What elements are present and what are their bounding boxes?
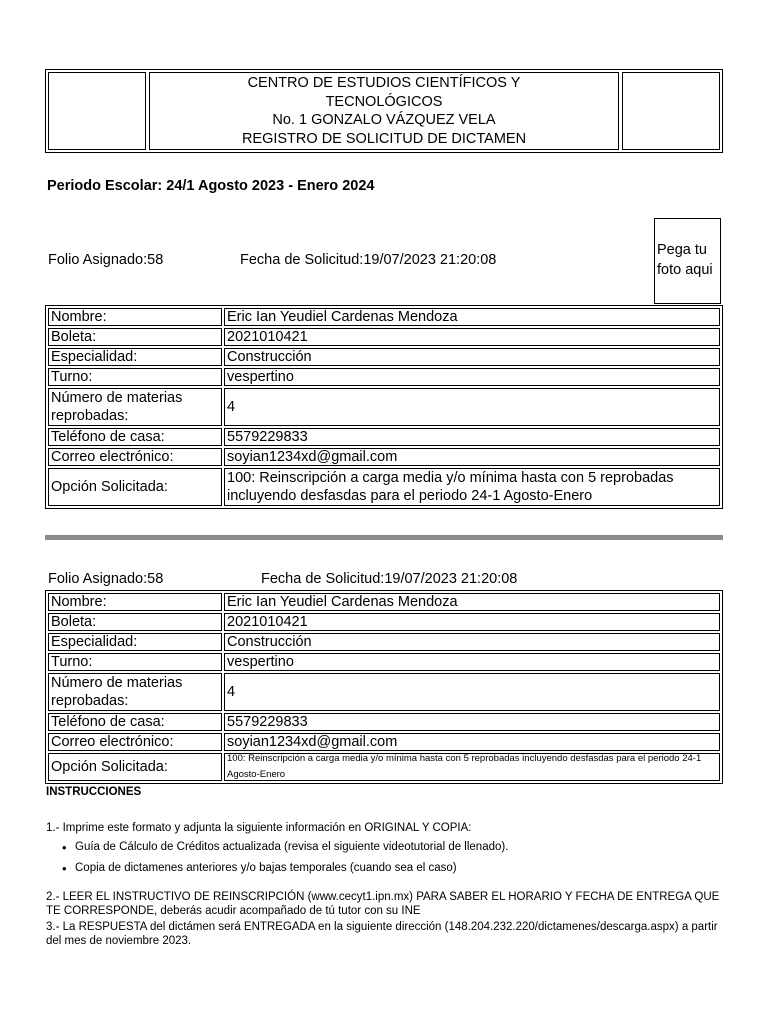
- row-value: 5579229833: [224, 428, 720, 446]
- instructions-title: INSTRUCCIONES: [46, 786, 142, 798]
- row-label: Boleta:: [48, 328, 222, 346]
- row-label: Correo electrónico:: [48, 733, 222, 751]
- row-label: Opción Solicitada:: [48, 753, 222, 781]
- row-label: Número de materias reprobadas:: [48, 673, 222, 711]
- row-value: 2021010421: [224, 613, 720, 631]
- row-value: 4: [224, 388, 720, 426]
- table-row: [48, 613, 720, 631]
- row-label: Especialidad:: [48, 348, 222, 366]
- instruction-item-3: 3.- La RESPUESTA del dictámen será ENTREGADA en la siguiente dirección (148.204.232.220/dictamenes/descarga.aspx) a partir del mes de noviembre 2023.: [46, 921, 718, 947]
- table-row: [48, 428, 720, 446]
- fecha-solicitud: Fecha de Solicitud:19/07/2023 21:20:08: [261, 571, 518, 587]
- table-row: [48, 713, 720, 731]
- table-row: [48, 753, 720, 781]
- header-line: No. 1 GONZALO VÁZQUEZ VELA: [272, 112, 496, 128]
- table-row: [48, 468, 720, 506]
- header-title-cell: [149, 72, 619, 150]
- header-line: REGISTRO DE SOLICITUD DE DICTAMEN: [241, 130, 527, 147]
- logo-cell-left: [48, 72, 146, 150]
- table-row: [48, 388, 720, 426]
- table-row: [48, 448, 720, 466]
- folio-asignado: Folio Asignado:58: [48, 252, 164, 268]
- instruction-item-1: 1.- Imprime este formato y adjunta la siguiente información en ORIGINAL Y COPIA:: [46, 822, 472, 834]
- logo-cell-right: [622, 72, 720, 150]
- bullet-item: • Copia de dictamenes anteriores y/o bajas temporales (cuando sea el caso): [62, 862, 508, 874]
- row-value: 100: Reinscripción a carga media y/o mínima hasta con 5 reprobadas incluyendo desfasdas para el periodo 24-1 Agosto-Enero: [224, 753, 720, 781]
- row-label: Teléfono de casa:: [48, 428, 222, 446]
- instruction-item-2: 2.- LEER EL INSTRUCTIVO DE REINSCRIPCIÓN (www.cecyt1.ipn.mx) PARA SABER EL HORARIO Y FECHA DE ENTREGA QUE TE CORRESPONDE, deberás acudir acompañado de tú tutor con su INE: [46, 891, 720, 917]
- row-label: Especialidad:: [48, 633, 222, 651]
- row-value: soyian1234xd@gmail.com: [224, 448, 720, 466]
- table-row: [48, 368, 720, 386]
- section-divider: [45, 535, 723, 540]
- row-value: Construcción: [224, 633, 720, 651]
- row-label: Correo electrónico:: [48, 448, 222, 466]
- row-value: vespertino: [224, 653, 720, 671]
- row-label: Boleta:: [48, 613, 222, 631]
- table-row: [48, 733, 720, 751]
- table-row: [48, 673, 720, 711]
- row-label: Nombre:: [48, 308, 222, 326]
- row-label: Turno:: [48, 368, 222, 386]
- row-label: Turno:: [48, 653, 222, 671]
- row-value: 2021010421: [224, 328, 720, 346]
- table-row: [48, 593, 720, 611]
- row-value: 100: Reinscripción a carga media y/o mínima hasta con 5 reprobadas incluyendo desfasdas para el periodo 24-1 Agosto-Enero: [224, 468, 720, 506]
- student-data-table-copy: [45, 590, 723, 784]
- row-value: 5579229833: [224, 713, 720, 731]
- student-data-table: [45, 305, 723, 509]
- photo-box: [654, 218, 721, 304]
- instruction-bullets: [62, 841, 508, 883]
- row-label: Número de materias reprobadas:: [48, 388, 222, 426]
- photo-label: foto aqui: [657, 262, 713, 278]
- row-label: Nombre:: [48, 593, 222, 611]
- row-value: vespertino: [224, 368, 720, 386]
- bullet-item: • Guía de Cálculo de Créditos actualizada (revisa el siguiente videotutorial de llenado).: [62, 841, 508, 853]
- table-row: [48, 308, 720, 326]
- table-row: [48, 633, 720, 651]
- row-value: 4: [224, 673, 720, 711]
- header-line: CENTRO DE ESTUDIOS CIENTÍFICOS Y: [247, 75, 521, 91]
- periodo-escolar: Periodo Escolar: 24/1 Agosto 2023 - Enero 2024: [47, 178, 375, 194]
- row-value: soyian1234xd@gmail.com: [224, 733, 720, 751]
- table-row: [48, 653, 720, 671]
- row-value: Construcción: [224, 348, 720, 366]
- folio-asignado: Folio Asignado:58: [48, 571, 164, 587]
- header-line: TECNOLÓGICOS: [325, 93, 443, 110]
- row-label: Opción Solicitada:: [48, 468, 222, 506]
- row-label: Teléfono de casa:: [48, 713, 222, 731]
- table-row: [48, 348, 720, 366]
- row-value: Eric Ian Yeudiel Cardenas Mendoza: [224, 308, 720, 326]
- header-table: [45, 69, 723, 153]
- row-value: Eric Ian Yeudiel Cardenas Mendoza: [224, 593, 720, 611]
- photo-label: Pega tu: [657, 242, 707, 258]
- fecha-solicitud: Fecha de Solicitud:19/07/2023 21:20:08: [240, 252, 497, 268]
- table-row: [48, 328, 720, 346]
